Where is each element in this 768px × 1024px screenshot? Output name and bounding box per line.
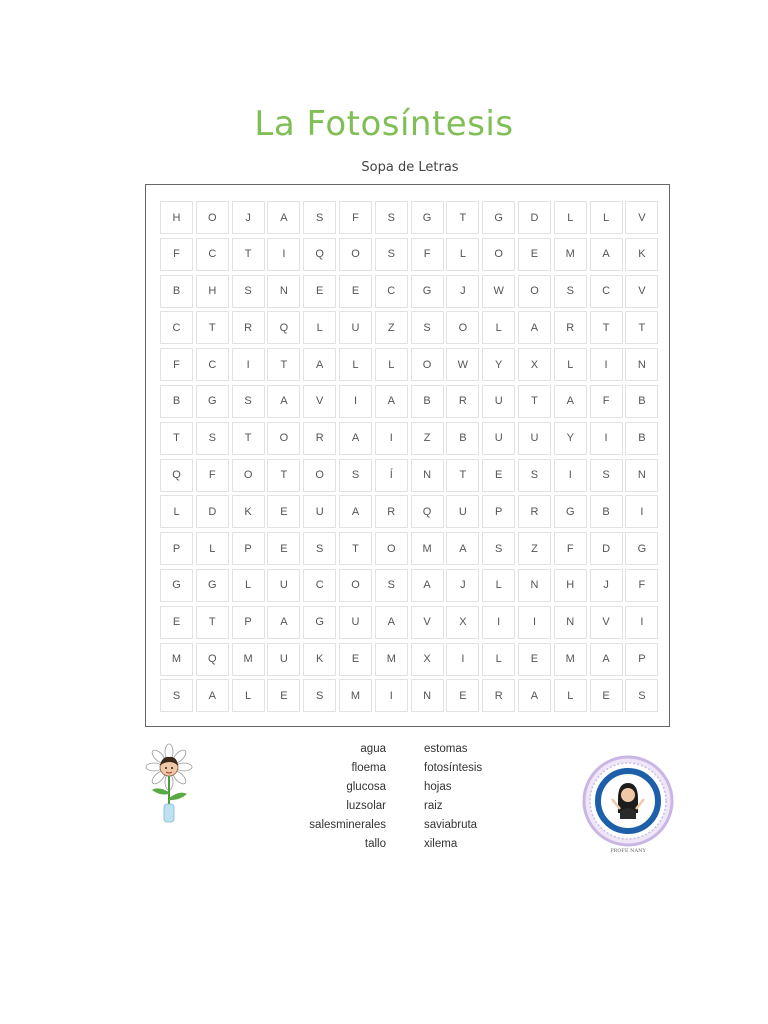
grid-cell: V [303,385,336,418]
grid-cell: G [411,201,444,234]
grid-cell: U [482,422,515,455]
grid-cell: A [375,385,408,418]
grid-cell: E [267,532,300,565]
grid-cell: V [625,275,658,308]
grid-cell: I [375,422,408,455]
grid-cell: G [482,201,515,234]
grid-cell: J [232,201,265,234]
grid-cell: Q [303,238,336,271]
grid-cell: N [625,348,658,381]
grid-cell: R [518,495,551,528]
grid-cell: M [375,643,408,676]
grid-cell: L [482,569,515,602]
grid-cell: D [518,201,551,234]
word-list-item: luzsolar [346,800,386,812]
grid-cell: E [339,275,372,308]
vase-icon [164,804,174,822]
grid-cell: F [554,532,587,565]
grid-cell: C [160,311,193,344]
grid-cell: C [303,569,336,602]
grid-cell: U [339,311,372,344]
grid-cell: L [375,348,408,381]
grid-cell: T [232,238,265,271]
grid-cell: A [375,606,408,639]
flower-vase-illustration [140,742,198,824]
grid-cell: A [518,679,551,712]
grid-cell: U [339,606,372,639]
grid-cell: X [518,348,551,381]
grid-cell: S [160,679,193,712]
grid-cell: I [232,348,265,381]
grid-cell: C [590,275,623,308]
grid-cell: T [625,311,658,344]
grid-cell: I [446,643,479,676]
grid-cell: S [232,275,265,308]
grid-cell: R [482,679,515,712]
grid-cell: P [160,532,193,565]
grid-cell: L [446,238,479,271]
grid-cell: N [625,459,658,492]
grid-cell: S [411,311,444,344]
word-list-item: fotosíntesis [424,762,483,774]
grid-cell: G [554,495,587,528]
grid-cell: A [303,348,336,381]
grid-cell: S [590,459,623,492]
word-list-item: floema [351,762,386,774]
grid-cell: Z [518,532,551,565]
grid-cell: P [482,495,515,528]
grid-cell: E [303,275,336,308]
grid-cell: B [160,385,193,418]
grid-cell: O [411,348,444,381]
grid-cell: T [446,459,479,492]
grid-cell: J [590,569,623,602]
grid-cell: L [196,532,229,565]
profe-logo-badge [582,755,674,855]
grid-cell: A [267,201,300,234]
grid-cell: M [232,643,265,676]
grid-cell: U [518,422,551,455]
grid-cell: U [303,495,336,528]
grid-cell: Í [375,459,408,492]
grid-cell: O [482,238,515,271]
grid-cell: T [267,348,300,381]
grid-cell: L [482,311,515,344]
grid-cell: E [160,606,193,639]
grid-cell: H [554,569,587,602]
grid-cell: A [339,495,372,528]
grid-cell: M [554,238,587,271]
grid-cell: S [375,238,408,271]
grid-cell: N [411,679,444,712]
word-list-item: estomas [424,743,468,755]
grid-cell: H [160,201,193,234]
grid-cell: S [303,201,336,234]
grid-cell: O [232,459,265,492]
grid-cell: T [339,532,372,565]
grid-cell: A [446,532,479,565]
grid-cell: T [232,422,265,455]
grid-cell: R [232,311,265,344]
word-list-item: xilema [424,838,458,850]
grid-cell: B [446,422,479,455]
grid-cell: I [625,495,658,528]
grid-cell: R [554,311,587,344]
grid-cell: B [625,422,658,455]
grid-cell: J [446,275,479,308]
grid-cell: F [196,459,229,492]
grid-cell: Y [482,348,515,381]
word-list-left [250,740,386,854]
grid-cell: K [232,495,265,528]
grid-cell: I [482,606,515,639]
grid-cell: C [375,275,408,308]
grid-cell: Q [160,459,193,492]
grid-cell: G [303,606,336,639]
grid-cell: E [590,679,623,712]
word-list-item: salesminerales [309,819,386,831]
grid-cell: S [303,532,336,565]
grid-cell: Q [267,311,300,344]
grid-cell: N [411,459,444,492]
grid-cell: R [303,422,336,455]
grid-cell: B [411,385,444,418]
grid-cell: T [446,201,479,234]
grid-cell: A [554,385,587,418]
grid-cell: N [554,606,587,639]
grid-cell: D [590,532,623,565]
grid-cell: O [339,569,372,602]
grid-cell: U [482,385,515,418]
grid-cell: V [590,606,623,639]
grid-cell: O [303,459,336,492]
grid-cell: U [267,569,300,602]
grid-cell: X [411,643,444,676]
grid-cell: E [482,459,515,492]
grid-cell: A [267,606,300,639]
grid-cell: O [446,311,479,344]
grid-cell: I [375,679,408,712]
grid-cell: G [196,385,229,418]
grid-cell: T [160,422,193,455]
grid-cell: O [196,201,229,234]
grid-cell: K [625,238,658,271]
grid-cell: L [554,679,587,712]
grid-cell: G [196,569,229,602]
grid-cell: I [590,422,623,455]
word-list-item: hojas [424,781,452,793]
word-list-item: agua [360,743,386,755]
grid-cell: H [196,275,229,308]
grid-cell: J [446,569,479,602]
grid-cell: O [339,238,372,271]
puzzle-subtitle: Sopa de Letras [361,160,459,175]
grid-cell: S [482,532,515,565]
grid-cell: I [554,459,587,492]
grid-cell: D [196,495,229,528]
grid-cell: S [375,569,408,602]
grid-cell: E [518,238,551,271]
grid-cell: A [590,238,623,271]
grid-cell: F [160,238,193,271]
grid-cell: L [339,348,372,381]
grid-cell: L [482,643,515,676]
grid-cell: F [339,201,372,234]
grid-cell: L [160,495,193,528]
grid-cell: O [267,422,300,455]
grid-cell: U [267,643,300,676]
grid-cell: X [446,606,479,639]
grid-cell: K [303,643,336,676]
grid-cell: E [446,679,479,712]
grid-cell: E [267,679,300,712]
grid-cell: W [446,348,479,381]
grid-cell: Y [554,422,587,455]
grid-cell: Z [411,422,444,455]
grid-cell: O [518,275,551,308]
grid-cell: B [625,385,658,418]
grid-cell: E [267,495,300,528]
grid-cell: S [196,422,229,455]
word-list-item: tallo [364,838,386,850]
grid-cell: I [339,385,372,418]
word-list-item: glucosa [346,781,386,793]
grid-cell: I [625,606,658,639]
grid-cell: B [160,275,193,308]
grid-cell: S [375,201,408,234]
grid-cell: O [375,532,408,565]
grid-cell: T [196,311,229,344]
grid-cell: T [196,606,229,639]
grid-cell: U [446,495,479,528]
grid-cell: N [518,569,551,602]
grid-cell: F [625,569,658,602]
grid-cell: P [232,532,265,565]
grid-cell: L [554,201,587,234]
grid-cell: I [590,348,623,381]
grid-cell: Q [196,643,229,676]
grid-cell: M [554,643,587,676]
grid-cell: M [160,643,193,676]
grid-cell: A [518,311,551,344]
grid-cell: R [446,385,479,418]
grid-cell: I [518,606,551,639]
grid-cell: S [303,679,336,712]
grid-cell: G [160,569,193,602]
grid-cell: L [554,348,587,381]
grid-cell: P [232,606,265,639]
grid-cell: F [590,385,623,418]
grid-cell: L [303,311,336,344]
grid-cell: G [625,532,658,565]
grid-cell: A [339,422,372,455]
word-list-item: raiz [424,800,443,812]
grid-cell: P [625,643,658,676]
grid-cell: S [518,459,551,492]
grid-cell: V [625,201,658,234]
grid-cell: A [590,643,623,676]
grid-cell: S [339,459,372,492]
grid-cell: F [160,348,193,381]
grid-cell: N [267,275,300,308]
grid-cell: S [232,385,265,418]
letter-grid [160,201,658,712]
grid-cell: V [411,606,444,639]
grid-cell: B [590,495,623,528]
grid-cell: T [518,385,551,418]
grid-cell: F [411,238,444,271]
grid-cell: L [232,569,265,602]
grid-cell: Z [375,311,408,344]
badge-caption: PROFE NANY [610,848,646,854]
grid-cell: W [482,275,515,308]
grid-cell: R [375,495,408,528]
grid-cell: A [411,569,444,602]
grid-cell: S [625,679,658,712]
grid-cell: I [267,238,300,271]
grid-cell: C [196,348,229,381]
grid-cell: A [196,679,229,712]
grid-cell: M [339,679,372,712]
grid-cell: Q [411,495,444,528]
word-list-right [424,740,564,854]
grid-cell: T [267,459,300,492]
grid-cell: A [267,385,300,418]
word-list-item: saviabruta [424,819,478,831]
page-title: La Fotosíntesis [254,104,514,144]
grid-cell: C [196,238,229,271]
grid-cell: S [554,275,587,308]
grid-cell: E [339,643,372,676]
grid-cell: L [232,679,265,712]
grid-cell: T [590,311,623,344]
grid-cell: G [411,275,444,308]
grid-cell: E [518,643,551,676]
grid-cell: L [590,201,623,234]
grid-cell: M [411,532,444,565]
